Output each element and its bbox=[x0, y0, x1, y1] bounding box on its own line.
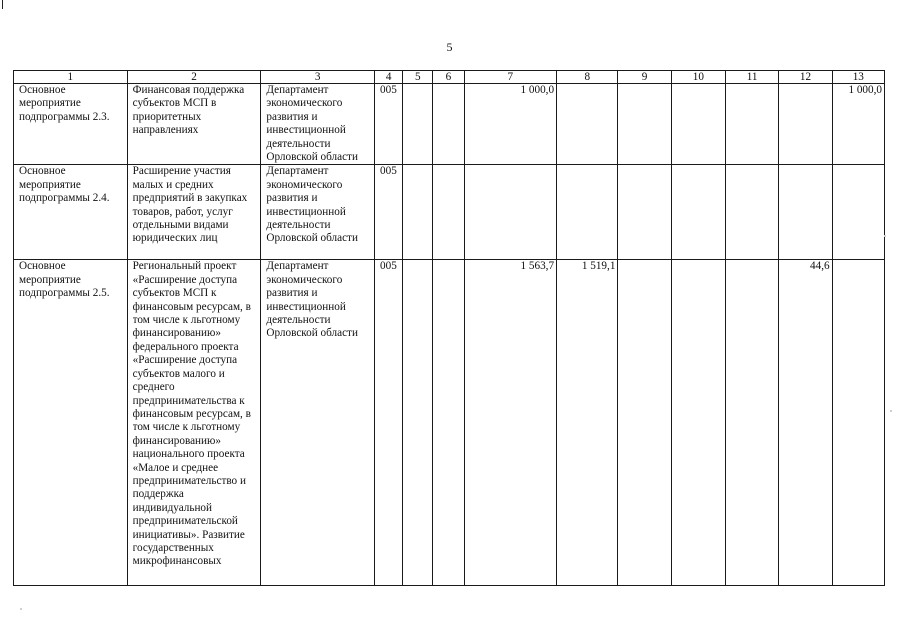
table-row bbox=[14, 260, 885, 586]
event-name-cell: Основное мероприятие подпрограммы 2.4. bbox=[14, 165, 128, 260]
col5-cell bbox=[403, 260, 433, 586]
page-number: 5 bbox=[446, 40, 453, 54]
event-name-cell: Основное мероприятие подпрограммы 2.3. bbox=[14, 84, 128, 165]
col11-amount-cell bbox=[726, 260, 779, 586]
column-header-4: 4 bbox=[375, 71, 403, 84]
total-amount-cell bbox=[464, 165, 557, 260]
total-amount-cell: 1 000,0 bbox=[464, 84, 557, 165]
col10-amount-cell bbox=[671, 260, 725, 586]
scan-edge-mark bbox=[2, 0, 3, 9]
col13-amount-cell: 1 000,0 bbox=[832, 84, 884, 165]
column-header-10: 10 bbox=[671, 71, 725, 84]
col5-cell bbox=[403, 84, 433, 165]
col12-amount-cell: 44,6 bbox=[779, 260, 832, 586]
column-header-7: 7 bbox=[464, 71, 557, 84]
executor-cell: Департамент экономического развития и инвестиционной деятельности Орловской области bbox=[261, 84, 375, 165]
scan-speck bbox=[20, 608, 22, 610]
column-header-1: 1 bbox=[14, 71, 128, 84]
col12-amount-cell bbox=[779, 165, 832, 260]
column-header-6: 6 bbox=[433, 71, 464, 84]
col12-amount-cell bbox=[779, 84, 832, 165]
col6-cell bbox=[433, 165, 464, 260]
col9-amount-cell bbox=[618, 84, 671, 165]
column-header-8: 8 bbox=[557, 71, 618, 84]
executor-cell: Департамент экономического развития и инвестиционной деятельности Орловской области bbox=[261, 165, 375, 260]
event-name-cell: Основное мероприятие подпрограммы 2.5. bbox=[14, 260, 128, 586]
budget-table bbox=[13, 70, 885, 586]
col11-amount-cell bbox=[726, 165, 779, 260]
col9-amount-cell bbox=[618, 260, 671, 586]
code-cell: 005 bbox=[375, 165, 403, 260]
column-header-9: 9 bbox=[618, 71, 671, 84]
code-cell: 005 bbox=[375, 260, 403, 586]
col10-amount-cell bbox=[671, 165, 725, 260]
event-description-cell bbox=[127, 260, 261, 586]
column-header-11: 11 bbox=[726, 71, 779, 84]
col8-amount-cell: 1 519,1 bbox=[557, 260, 618, 586]
table-row bbox=[14, 165, 885, 260]
col11-amount-cell bbox=[726, 84, 779, 165]
event-description-text: Региональный проект «Расширение доступа субъектов МСП к финансовым ресурсам, в том числе к льготному финансированию» федерального проекта «Расширение доступа субъектов малого и среднего предпринимательства к финансовым ресурсам, в том числе к льготному финансированию» национального проекта «Малое и среднее предпринимательство и поддержка индивидуальной предпринимательской инициативы». Развитие государственных микрофинансовых bbox=[132, 260, 251, 568]
executor-cell: Департамент экономического развития и инвестиционной деятельности Орловской области bbox=[261, 260, 375, 586]
scan-speck bbox=[884, 235, 886, 237]
column-header-3: 3 bbox=[261, 71, 375, 84]
column-header-2: 2 bbox=[127, 71, 261, 84]
col5-cell bbox=[403, 165, 433, 260]
scan-speck bbox=[890, 410, 892, 412]
column-header-13: 13 bbox=[832, 71, 884, 84]
header-row bbox=[14, 71, 885, 84]
column-header-12: 12 bbox=[779, 71, 832, 84]
col9-amount-cell bbox=[618, 165, 671, 260]
event-description-cell: Финансовая поддержка субъектов МСП в приоритетных направлениях bbox=[127, 84, 261, 165]
col10-amount-cell bbox=[671, 84, 725, 165]
table-row bbox=[14, 84, 885, 165]
col6-cell bbox=[433, 260, 464, 586]
col13-amount-cell bbox=[832, 260, 884, 586]
total-amount-cell: 1 563,7 bbox=[464, 260, 557, 586]
column-header-5: 5 bbox=[403, 71, 433, 84]
col13-amount-cell bbox=[832, 165, 884, 260]
code-cell: 005 bbox=[375, 84, 403, 165]
col6-cell bbox=[433, 84, 464, 165]
col8-amount-cell bbox=[557, 84, 618, 165]
event-description-cell: Расширение участия малых и средних предприятий в закупках товаров, работ, услуг отдельными видами юридических лиц bbox=[127, 165, 261, 260]
col8-amount-cell bbox=[557, 165, 618, 260]
